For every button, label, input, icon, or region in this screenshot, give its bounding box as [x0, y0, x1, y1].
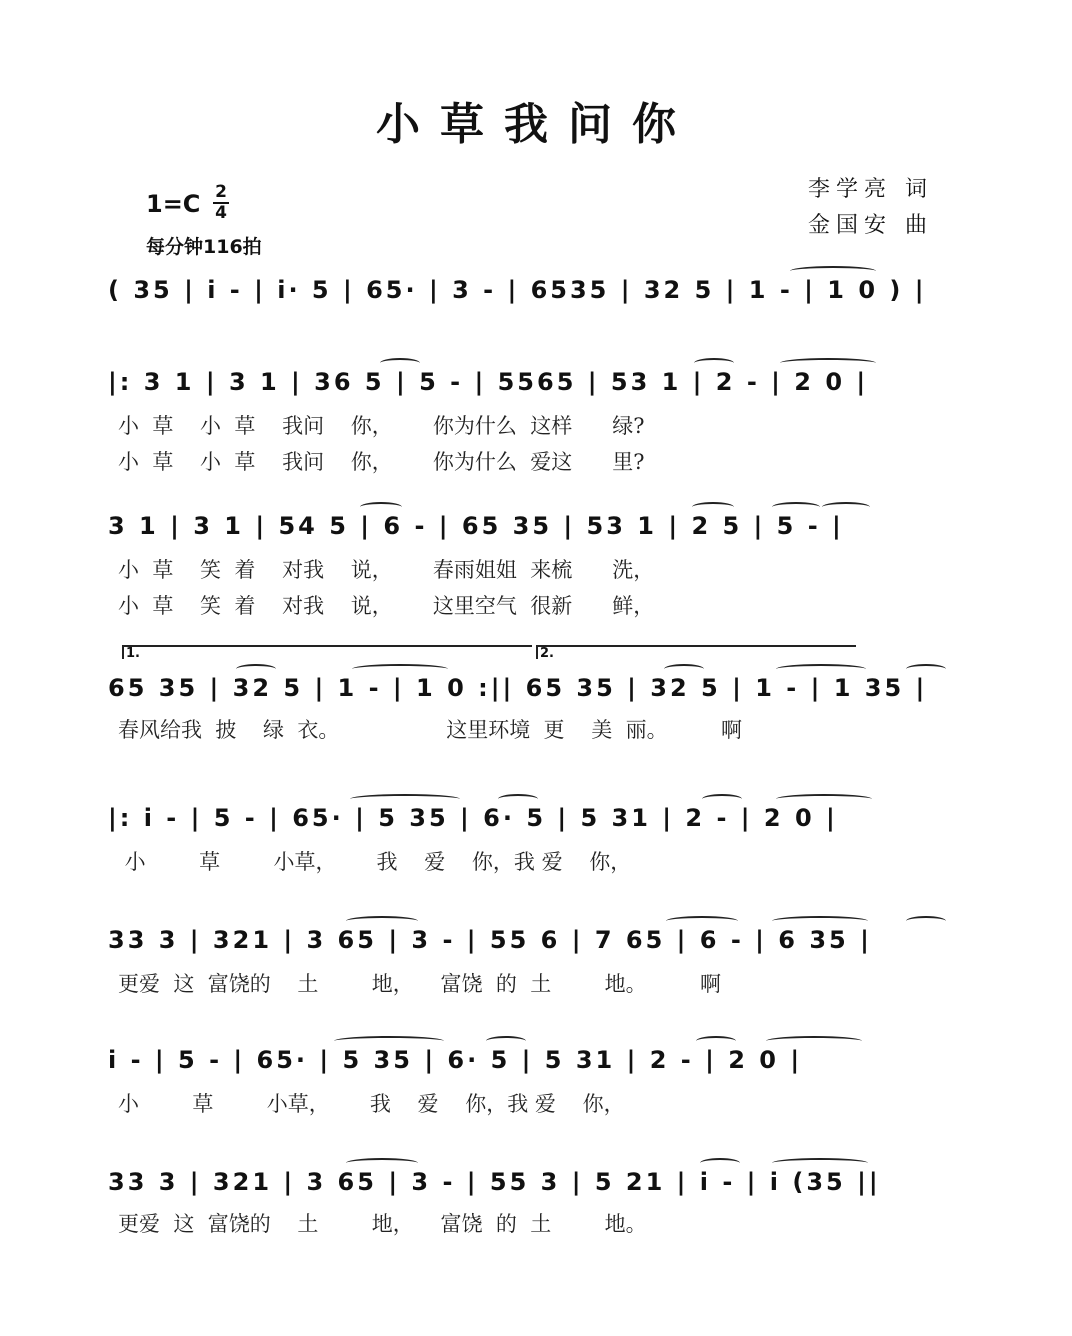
notation-line-2: |: 3 1 | 3 1 | 36 5 | 5 - | 5565 | 53 1 | 2 - | 2 0 |	[108, 368, 869, 396]
tie-mark	[664, 664, 704, 674]
notation-line-3: 3 1 | 3 1 | 54 5 | 6 - | 65 35 | 53 1 | 2 5 | 5 - |	[108, 512, 844, 540]
tie-mark	[776, 664, 866, 674]
tie-mark	[486, 1036, 526, 1046]
meter-top: 2	[215, 182, 227, 202]
second-ending-bracket	[536, 645, 856, 659]
composer-credit: 金国安 曲	[808, 213, 933, 238]
tie-mark	[780, 358, 876, 368]
tie-mark	[498, 794, 538, 804]
time-signature	[212, 183, 230, 223]
notation-line-8: 33 3 | 321 | 3 65 | 3 - | 55 3 | 5 21 | i - | i (35 ||	[108, 1168, 881, 1196]
lyric-line-4: 春风给我 披 绿 衣。 这里环境 更 美 丽。 啊	[118, 718, 743, 742]
tie-mark	[360, 502, 402, 512]
lyric-line-8: 更爱 这 富饶的 土 地， 富饶 的 土 地。	[118, 1212, 647, 1236]
lyric-line-2-verse-1: 小 草 小 草 我问 你， 你为什么 这样 绿?	[118, 414, 645, 438]
notation-line-1: ( 35 | i - | i· 5 | 65· | 3 - | 6535 | 32 5 | 1 - | 1 0 ) |	[108, 276, 927, 304]
lyric-line-6: 更爱 这 富饶的 土 地， 富饶 的 土 地。 啊	[118, 972, 722, 996]
tie-mark	[350, 794, 460, 804]
meter-bottom: 4	[215, 203, 227, 223]
tie-mark	[696, 1036, 736, 1046]
tie-mark	[346, 916, 418, 926]
tie-mark	[790, 266, 876, 276]
lyric-line-7: 小 草 小草， 我 爱 你，我 爱 你，	[118, 1092, 625, 1116]
tie-mark	[776, 794, 872, 804]
tie-mark	[334, 1036, 444, 1046]
tie-mark	[822, 502, 870, 512]
tie-mark	[346, 1158, 418, 1168]
lyricist-credit: 李学亮 词	[808, 177, 933, 202]
tie-mark	[380, 358, 420, 368]
lyric-line-2-verse-2: 小 草 小 草 我问 你， 你为什么 爱这 里?	[118, 450, 645, 474]
tie-mark	[906, 664, 946, 674]
first-ending-label: 1.	[126, 646, 140, 661]
notation-line-7: i - | 5 - | 65· | 5 35 | 6· 5 | 5 31 | 2 - | 2 0 |	[108, 1046, 803, 1074]
tie-mark	[692, 502, 734, 512]
notation-line-5: |: i - | 5 - | 65· | 5 35 | 6· 5 | 5 31 | 2 - | 2 0 |	[108, 804, 838, 832]
lyric-line-3-verse-2: 小 草 笑 着 对我 说， 这里空气 很新 鲜，	[118, 594, 655, 618]
second-ending-label: 2.	[540, 646, 554, 661]
song-title: 小草我问你	[376, 99, 696, 150]
key-signature: 1=C	[146, 190, 201, 218]
tie-mark	[666, 916, 738, 926]
tie-mark	[352, 664, 448, 674]
tie-mark	[700, 1158, 740, 1168]
first-ending-bracket	[122, 645, 532, 659]
tie-mark	[772, 1158, 868, 1168]
tie-mark	[772, 916, 868, 926]
tie-mark	[702, 794, 742, 804]
notation-line-4: 65 35 | 32 5 | 1 - | 1 0 :|| 65 35 | 32 5 | 1 - | 1 35 |	[108, 674, 928, 702]
tempo-marking: 每分钟116拍	[146, 236, 262, 258]
tie-mark	[906, 916, 946, 926]
lyric-line-3-verse-1: 小 草 笑 着 对我 说， 春雨姐姐 来梳 洗，	[118, 558, 655, 582]
lyric-line-5: 小 草 小草， 我 爱 你，我 爱 你，	[118, 850, 632, 874]
tie-mark	[236, 664, 276, 674]
notation-line-6: 33 3 | 321 | 3 65 | 3 - | 55 6 | 7 65 | 6 - | 6 35 |	[108, 926, 872, 954]
tie-mark	[694, 358, 734, 368]
tie-mark	[772, 502, 820, 512]
tie-mark	[766, 1036, 862, 1046]
